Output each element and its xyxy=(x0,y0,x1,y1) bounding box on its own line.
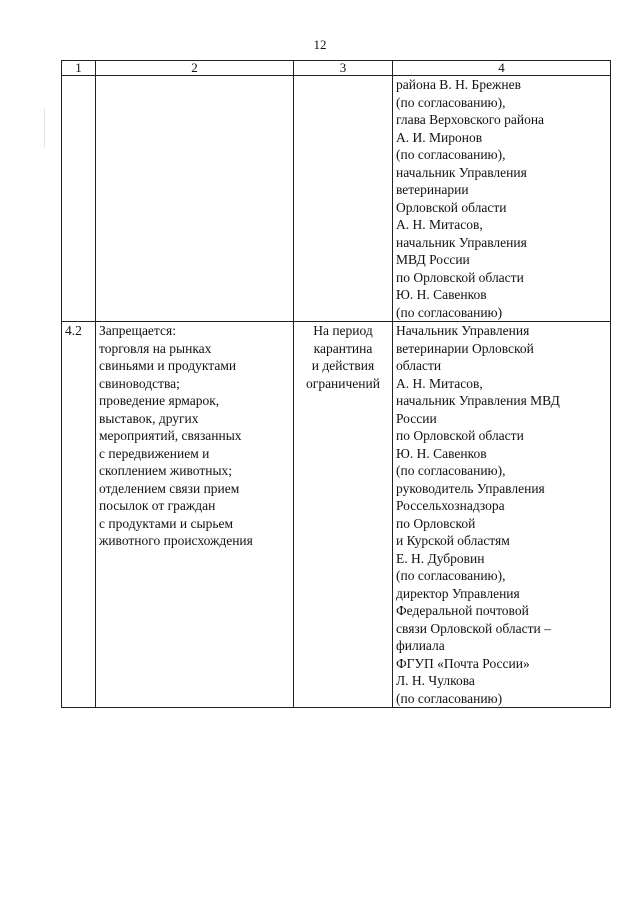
text-line: филиала xyxy=(396,638,445,653)
text-line: ветеринарии Орловской xyxy=(396,340,534,356)
text-line: отделением связи прием xyxy=(99,480,240,496)
text-line: начальник Управления xyxy=(396,164,527,180)
text-line: Е. Н. Дубровин xyxy=(396,550,485,566)
text-line: ограничений xyxy=(306,375,380,391)
text-line: (по согласованию), xyxy=(396,463,506,478)
text-line: Начальник Управления xyxy=(396,323,530,338)
column-header-4: 4 xyxy=(393,61,611,76)
text-line: России xyxy=(396,410,437,426)
text-line: На период xyxy=(313,323,373,338)
text-line: связи Орловской области – xyxy=(396,620,551,636)
cell-period xyxy=(294,322,393,708)
text-line: торговля на рынках xyxy=(99,340,212,356)
cell-empty-num xyxy=(62,76,96,322)
text-line: по Орловской xyxy=(396,515,476,531)
text-line: начальник Управления МВД xyxy=(396,393,560,408)
measures-table xyxy=(61,60,611,708)
text-line: А. Н. Митасов, xyxy=(396,217,483,232)
text-line: выставок, других xyxy=(99,410,199,426)
text-line: области xyxy=(396,358,442,373)
text-line: (по согласованию), xyxy=(396,147,506,162)
text-line: района В. Н. Брежнев xyxy=(396,77,521,92)
text-line: свиноводства; xyxy=(99,375,180,391)
cell-measures xyxy=(96,322,294,708)
period-list xyxy=(297,322,389,392)
text-line: Россельхознадзора xyxy=(396,498,505,513)
text-line: и Курской областям xyxy=(396,533,510,548)
text-line: с передвижением и xyxy=(99,445,210,461)
cell-empty-period xyxy=(294,76,393,322)
text-line: ФГУП «Почта России» xyxy=(396,655,530,671)
text-line: свиньями и продуктами xyxy=(99,358,237,373)
text-line: Ю. Н. Савенков xyxy=(396,287,487,302)
text-line: и действия xyxy=(311,358,375,373)
text-line: (по согласованию), xyxy=(396,94,506,110)
text-line: руководитель Управления xyxy=(396,480,545,496)
text-line: скоплением животных; xyxy=(99,463,233,478)
text-line: МВД России xyxy=(396,252,470,267)
table-header-row xyxy=(62,61,611,76)
text-line: А. И. Миронов xyxy=(396,129,483,145)
page-number: 12 xyxy=(313,37,327,52)
text-line: директор Управления xyxy=(396,585,520,601)
text-line: Орловской области xyxy=(396,199,507,215)
cell-responsible-continued xyxy=(393,76,611,322)
text-line: мероприятий, связанных xyxy=(99,428,242,443)
text-line: Ю. Н. Савенков xyxy=(396,445,487,461)
table-row-4-2 xyxy=(62,322,611,708)
cell-responsible xyxy=(393,322,611,708)
text-line: с продуктами и сырьем xyxy=(99,515,234,531)
column-header-1: 1 xyxy=(62,61,96,76)
row-number: 4.2 xyxy=(62,322,96,708)
text-line: посылок от граждан xyxy=(99,498,216,513)
text-line: карантина xyxy=(313,340,373,356)
text-line: А. Н. Митасов, xyxy=(396,375,483,391)
text-line: глава Верховского района xyxy=(396,112,545,127)
text-line: (по согласованию), xyxy=(396,568,506,583)
text-line: животного происхождения xyxy=(99,533,253,548)
text-line: Л. Н. Чулкова xyxy=(396,673,475,688)
text-line: проведение ярмарок, xyxy=(99,393,220,408)
responsible-continued-list xyxy=(396,76,607,321)
text-line: по Орловской области xyxy=(396,428,524,443)
text-line: Запрещается: xyxy=(99,323,176,338)
text-line: (по согласованию) xyxy=(396,690,503,706)
cell-empty-measures xyxy=(96,76,294,322)
text-line: (по согласованию) xyxy=(396,304,503,320)
measures-list xyxy=(99,322,290,550)
scan-shadow xyxy=(44,108,45,148)
text-line: ветеринарии xyxy=(396,182,469,197)
column-header-3: 3 xyxy=(294,61,393,76)
column-header-2: 2 xyxy=(96,61,294,76)
table-row-continued xyxy=(62,76,611,322)
text-line: Федеральной почтовой xyxy=(396,603,529,618)
text-line: начальник Управления xyxy=(396,234,527,250)
text-line: по Орловской области xyxy=(396,269,524,285)
responsible-list xyxy=(396,322,607,707)
